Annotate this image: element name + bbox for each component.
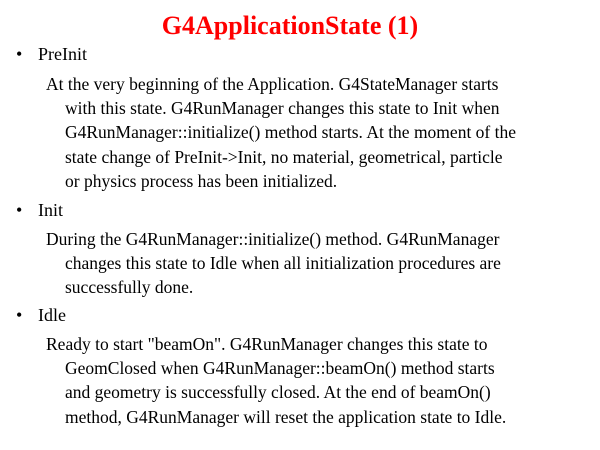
paragraph-line: changes this state to Idle when all initialization procedures are [65, 253, 501, 274]
bullet-heading-init: Init [38, 200, 63, 220]
bullet-heading-idle: Idle [38, 305, 66, 325]
paragraph-line: method, G4RunManager will reset the application state to Idle. [65, 406, 507, 427]
paragraph-line: At the very beginning of the Application. G4StateManager starts [46, 74, 499, 94]
bullet-dot-icon: • [16, 200, 23, 220]
paragraph-line: and geometry is successfully closed. At the end of beamOn() [65, 382, 491, 403]
paragraph-line: G4RunManager::initialize() method starts. At the moment of the [65, 122, 517, 143]
paragraph-line: or physics process has been initialized. [65, 170, 338, 191]
bullet-dot-icon: • [16, 44, 23, 64]
bullet-heading-preinit: PreInit [38, 44, 87, 64]
paragraph-line: state change of PreInit->Init, no material, geometrical, particle [65, 146, 503, 167]
bullet-preinit [16, 42, 87, 66]
paragraph-idle [46, 332, 596, 429]
paragraph-line: successfully done. [65, 277, 194, 298]
paragraph-preinit [46, 72, 596, 193]
bullet-init [16, 198, 63, 222]
paragraph-line: During the G4RunManager::initialize() method. G4RunManager [46, 229, 500, 249]
slide-title: G4ApplicationState (1) [161, 11, 419, 40]
bullet-dot-icon: • [16, 305, 23, 325]
paragraph-line: Ready to start "beamOn". G4RunManager changes this state to [46, 334, 488, 354]
bullet-idle [16, 303, 66, 327]
paragraph-line: with this state. G4RunManager changes this state to Init when [65, 98, 500, 119]
paragraph-line: GeomClosed when G4RunManager::beamOn() method starts [65, 358, 495, 379]
paragraph-init [46, 227, 596, 300]
